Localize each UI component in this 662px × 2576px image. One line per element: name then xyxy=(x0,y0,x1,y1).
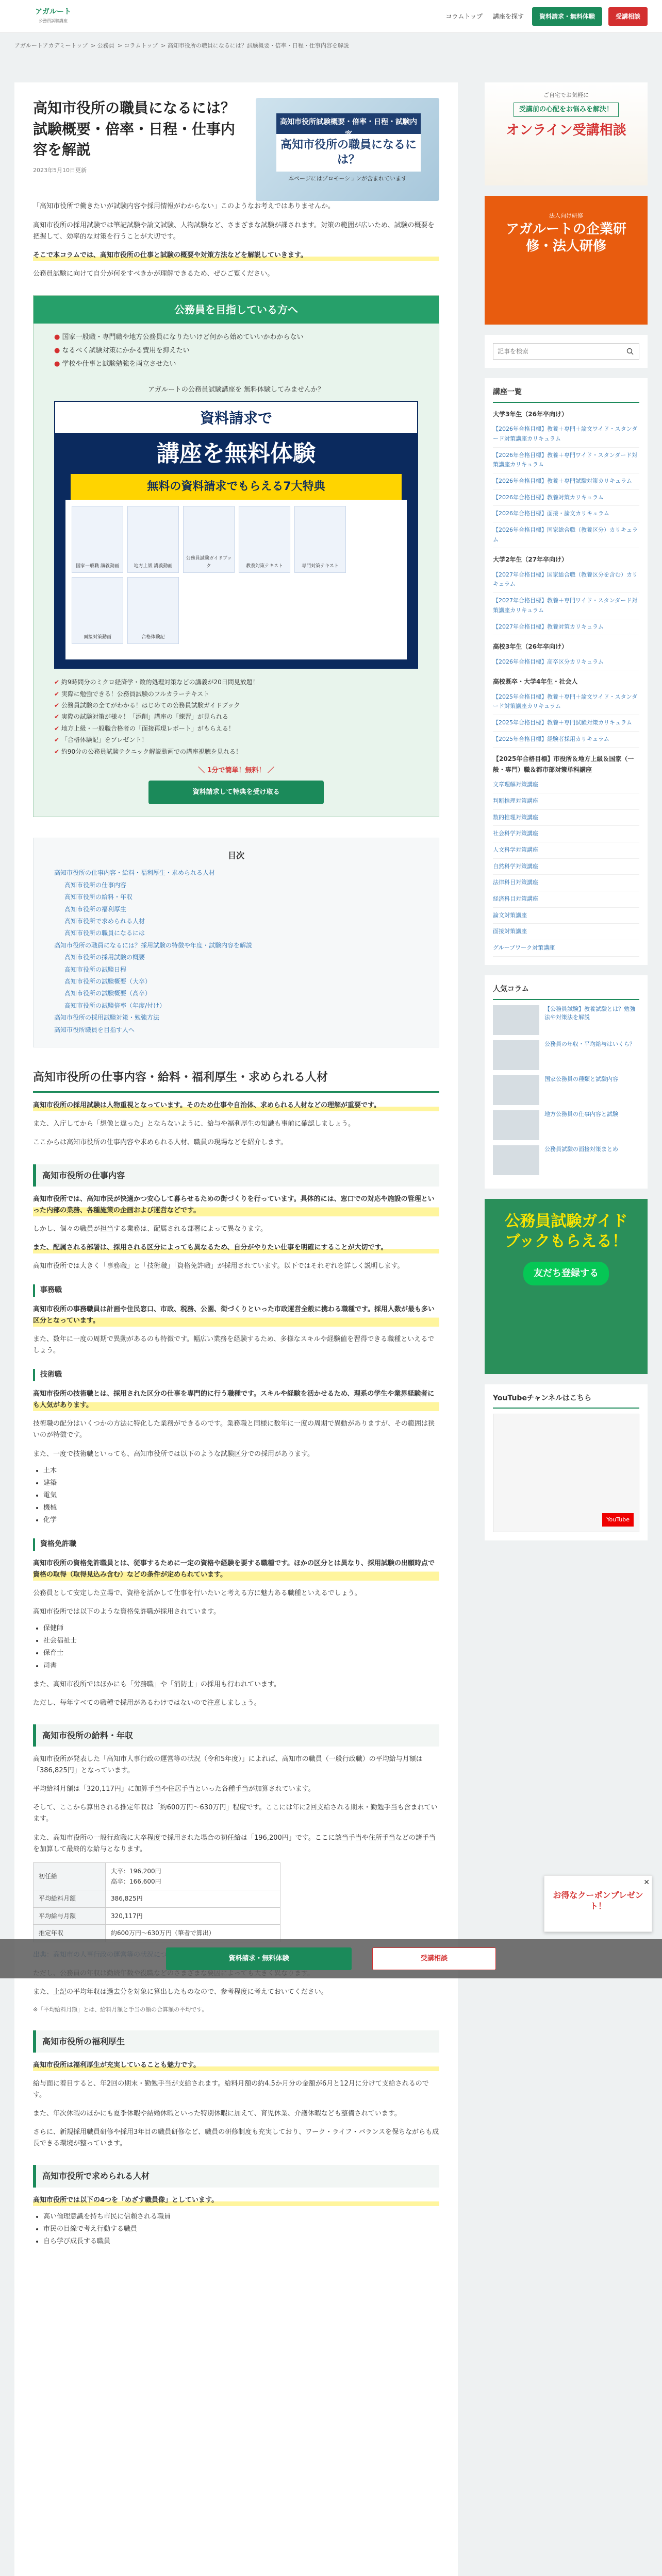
popular-title: 公務員の年収・平均給与はいくら？ xyxy=(544,1040,635,1047)
line-ad-title: 公務員試験ガイドブックもらえる！ xyxy=(504,1212,628,1250)
list-item: • 司書 xyxy=(43,1660,439,1672)
lecture-list xyxy=(493,409,639,957)
line-add-friend-button[interactable]: 友だち登録する xyxy=(523,1262,609,1286)
lecture-link[interactable]: 【2026年合格目標】教養＋専門ワイド・スタンダード対策講座カリキュラム xyxy=(493,448,639,473)
toc-item[interactable]: 高知市役所の試験日程 xyxy=(64,965,127,973)
paragraph: 技術職の配分はいくつかの方法に特化した業務ができるのです。業務職と同様に数年に一度の周期で異動がありますが、その範囲は狭いのが特徴です。 xyxy=(33,1420,435,1439)
list-item: • 社会福祉士 xyxy=(43,1635,439,1647)
hero-image xyxy=(256,98,439,201)
minor-heading: 事務職 xyxy=(33,1284,439,1297)
lecture-link[interactable]: 【2025年合格目標】教養＋専門試験対策カリキュラム xyxy=(493,715,639,732)
paragraph: 高知市役所の採用試験は人物重視となっています。そのため仕事や自治体、求められる人材などの理解が重要です。 xyxy=(33,1100,439,1111)
youtube-button[interactable]: YouTube xyxy=(602,1513,634,1527)
promo-list xyxy=(34,324,439,380)
lecture-link[interactable]: グループワーク対策講座 xyxy=(493,940,639,957)
ad-line: アガルートの企業研修・法人研修 xyxy=(506,221,626,255)
paragraph: また、高知市役所ではほかにも「労務職」や「消防士」の採用も行われています。 xyxy=(33,1680,280,1688)
toc-item[interactable]: 高知市役所の仕事内容 xyxy=(64,881,127,889)
lecture-link[interactable]: 【2026年合格目標】国家総合職（教養区分）カリキュラム xyxy=(493,522,639,548)
banner-mid: 講座を無料体験 xyxy=(157,440,316,467)
paragraph: しかし、個々の職員が担当する業務は、配属される部署によって異なります。 xyxy=(33,1225,267,1233)
minor-heading: 資格免許職 xyxy=(33,1538,439,1551)
paragraph: 高知市役所では大きく「事務職」と「技術職」「資格免許職」が採用されています。以下ではそれぞれを詳しく説明します。 xyxy=(33,1262,404,1270)
ad-line: 法人向け研修 xyxy=(549,212,583,219)
nav-search-courses[interactable]: 講座を探す xyxy=(492,13,524,20)
banner-item: 教養対策テキスト xyxy=(239,506,290,573)
campaign-text: アガルートの公務員試験講座を 無料体験してみませんか？ xyxy=(147,386,324,394)
intro xyxy=(33,201,439,279)
benefit-item: ✔ 約90分の公務員試験テクニック解説動画での講座視聴を見れる！ xyxy=(54,747,418,757)
page-title: 高知市役所の職員になるには？試験概要・倍率・日程・仕事内容を解説 xyxy=(33,99,236,159)
lecture-category: 大学3年生（26年卒向け） xyxy=(493,410,568,418)
nav-column-top[interactable]: コラムトップ xyxy=(445,13,483,20)
toc-list xyxy=(54,868,418,1035)
popular-item[interactable] xyxy=(493,1005,639,1035)
paragraph: 高知市役所の技術職とは、採用された区分の仕事を専門的に行う職種です。スキルや経験を活かせるため、理系の学生や業界経験者にも人気があります。 xyxy=(33,1388,439,1411)
lecture-link[interactable]: 【2026年合格目標】面接・論文カリキュラム xyxy=(493,506,639,522)
table-cell: 大卒：196,200円 高卒：166,600円 xyxy=(106,1862,280,1890)
lecture-link[interactable]: 【2027年合格目標】国家総合職（教養区分を含む）カリキュラム xyxy=(493,567,639,593)
table-cell: 初任給 xyxy=(34,1862,106,1890)
popular-title: 地方公務員の仕事内容と試験 xyxy=(544,1110,618,1117)
site-logo[interactable] xyxy=(14,6,92,27)
toc-item[interactable]: 高知市役所で求められる人材 xyxy=(64,917,145,925)
lecture-link[interactable]: 文章理解対策講座 xyxy=(493,777,639,793)
paragraph: また、上記の平均年収は過去分を対象に算出したものなので、参考程度に考えておいてください。 xyxy=(33,1988,328,1996)
popular-item[interactable] xyxy=(493,1040,639,1070)
paragraph: 高知市役所が発表した「高知市人事行政の運営等の状況（令和5年度）」によれば、高知市の職員（一般行政職）の平均給与月額は「386,825円」となっています。 xyxy=(33,1755,423,1775)
popular-columns-card xyxy=(485,975,648,1189)
paragraph: 平均給料月額は「320,117円」に加算手当や住居手当といった各種手当が加算されています。 xyxy=(33,1785,315,1793)
banner-item: 公務員試験ガイドブック xyxy=(183,506,235,573)
promo-banner[interactable] xyxy=(54,401,418,669)
banner-item: 面接対策動画 xyxy=(72,577,123,644)
lecture-category: 高校3年生（26年卒向け） xyxy=(493,643,568,651)
lecture-link[interactable]: 経済科目対策講座 xyxy=(493,891,639,908)
lecture-link[interactable]: 社会科学対策講座 xyxy=(493,826,639,842)
paragraph: また、高知市役所の一般行政職に大卒程度で採用された場合の初任給は「196,200円」です。ここに該当手当や住所手当などの諸手当を加算して最終的な給与となります。 xyxy=(33,1834,436,1853)
banner-top: 資料請求で xyxy=(55,402,417,433)
popular-list xyxy=(493,1005,639,1175)
list-item: • 土木 xyxy=(43,1465,439,1477)
paragraph: 高知市役所では以下のような資格免許職が採用されています。 xyxy=(33,1608,220,1616)
toc-item[interactable]: 高知市役所の職員になるには？採用試験の特徴や年度・試験内容を解説 xyxy=(54,941,253,949)
lecture-link[interactable]: 【2026年合格目標】高卒区分カリキュラム xyxy=(493,654,639,671)
breadcrumb: アガルートアカデミートップ > 公務員 > コラムトップ > 高知市役所の職員になるには？試験概要・倍率・日程・仕事内容を解説 xyxy=(14,42,349,49)
lecture-link[interactable]: 【2027年合格目標】教養対策カリキュラム xyxy=(493,619,639,636)
close-icon[interactable]: ✕ xyxy=(643,1878,650,1887)
benefit-item: ✔ 地方上級・一般職合格者の「面接再現レポート」がもらえる！ xyxy=(54,723,418,734)
lecture-link[interactable]: 数的推理対策講座 xyxy=(493,810,639,826)
banner-item: 専門対策テキスト xyxy=(294,506,346,573)
benefit-item: ✔ 「合格体験記」をプレゼント！ xyxy=(54,735,418,745)
table-cell: 平均給料月額 xyxy=(34,1890,106,1907)
toc-item[interactable]: 高知市役所の試験倍率（年度/付け） xyxy=(64,1002,166,1009)
breadcrumb-current: 高知市役所の職員になるには？試験概要・倍率・日程・仕事内容を解説 xyxy=(167,42,349,49)
list-item: • 電気 xyxy=(43,1490,439,1501)
popular-item[interactable] xyxy=(493,1110,639,1140)
paragraph: ここからは高知市役所の仕事内容や求められる人材、職員の現場などを紹介します。 xyxy=(33,1139,287,1147)
shikaku-list xyxy=(43,1623,439,1671)
lecture-link[interactable]: 【2026年合格目標】教養対策カリキュラム xyxy=(493,490,639,506)
toc-item[interactable]: 高知市役所の仕事内容・給料・福利厚生・求められる人材 xyxy=(54,869,216,877)
intro-paragraph: 「高知市役所で働きたいが試験内容や採用情報がわからない」このようなお考えではありませんか。 xyxy=(33,202,335,211)
lecture-link[interactable]: 法律科目対策講座 xyxy=(493,875,639,891)
paragraph: 高知市役所は福利厚生が充実していることも魅力です。 xyxy=(33,2060,439,2071)
promo-list-item: ● 学校や仕事と試験勉強を両立させたい xyxy=(54,359,418,370)
benefit-list xyxy=(54,677,418,757)
table-cell: 平均給与月額 xyxy=(34,1907,106,1924)
sticky-request-button[interactable]: 資料請求・無料体験 xyxy=(166,1947,352,1970)
popular-thumbnail xyxy=(493,1040,539,1070)
hero-band: 高知市役所試験概要・倍率・日程・試験内 xyxy=(276,113,421,144)
section-heading: 高知市役所の仕事内容・給料・福利厚生・求められる人材 xyxy=(33,1068,439,1093)
ad-line: 受講前の心配をお悩みを解決！ xyxy=(514,103,619,117)
lecture-link[interactable]: 【2026年合格目標】教養＋専門＋論文ワイド・スタンダード対策講座カリキュラム xyxy=(493,421,639,447)
online-consult-ad[interactable] xyxy=(485,82,648,185)
get-benefits-button[interactable]: 資料請求して特典を受け取る xyxy=(148,781,324,804)
salary-table xyxy=(33,1862,280,1942)
lecture-link[interactable]: 【2025年合格目標】教養＋専門＋論文ワイド・スタンダード対策講座カリキュラム xyxy=(493,689,639,715)
benefit-item: ✔ 実際に勉強できる！公務員試験のフルカラーテキスト xyxy=(54,689,418,699)
lecture-link[interactable]: 【2026年合格目標】教養＋専門試験対策カリキュラム xyxy=(493,473,639,490)
table-cell: 推定年収 xyxy=(34,1925,106,1942)
list-item: • 市民の目線で考え行動する職員 xyxy=(43,2224,439,2235)
table-cell: 約600万円〜630万円（筆者で算出） xyxy=(106,1925,280,1942)
lecture-link[interactable]: 【2027年合格目標】教養＋専門ワイド・スタンダード対策講座カリキュラム xyxy=(493,593,639,619)
youtube-card xyxy=(485,1384,648,1541)
banner-item: 合格体験記 xyxy=(127,577,179,644)
paragraph: また、入庁してから「想像と違った」とならないように、給与や福利厚生の知識も事前に確認しましょう。 xyxy=(33,1120,355,1128)
banner-item: 国家一般職 講義動画 xyxy=(72,506,123,573)
corporate-training-ad[interactable] xyxy=(485,196,648,325)
promo-list-item: ● 国家一般職・専門職や地方公務員になりたいけど何から始めていいかわからない xyxy=(54,332,418,343)
paragraph: さらに、新規採用職員研修や採用3年目の職員研修など、職員の研修制度も充実しており、ワーク・ライフ・バランスを保ちながらも成長できる環境が整っています。 xyxy=(33,2128,439,2148)
article-main xyxy=(14,82,458,2576)
list-item: • 機械 xyxy=(43,1502,439,1514)
paragraph: 高知市役所の資格免許職員とは、従事するために一定の資格や経験を要する職種です。ほかの区分とは異なり、採用試験の出願時点で資格の取得（取得見込み含む）などの条件が定められています。 xyxy=(33,1558,439,1581)
toc-item[interactable]: 高知市役所の試験概要（高卒） xyxy=(64,990,152,997)
paragraph: 高知市役所では以下の4つを「めざす職員像」としています。 xyxy=(33,2195,439,2206)
table-row xyxy=(34,1907,280,1924)
breadcrumb-item[interactable]: 公務員 xyxy=(97,42,114,49)
popular-thumbnail xyxy=(493,1145,539,1175)
benefit-item: ✔ 実際の試験対策が様々！「添削」講座の「練習」が見られる xyxy=(54,711,418,722)
subsection-heading: 高知市役所の給料・年収 xyxy=(33,1724,439,1747)
intro-paragraph: 高知市役所の採用試験では筆記試験や論文試験、人物試験など、さまざまな試験が課されます。対策の範囲が広いため、試験の概要を把握して、効率的な対策を行うことが大切です。 xyxy=(33,221,435,241)
lecture-link[interactable]: 【2025年合格目標】経験者採用カリキュラム xyxy=(493,732,639,748)
header-request-button[interactable]: 資料請求・無料体験 xyxy=(532,7,602,26)
footnote: ※「平均給料月額」とは、給料月額と手当の額の合算額の平均です。 xyxy=(33,2006,208,2013)
table-cell: 320,117円 xyxy=(106,1907,280,1924)
toc-item[interactable]: 高知市役所の職員になるには xyxy=(64,929,145,937)
sidebar-heading: YouTubeチャンネルはこちら xyxy=(493,1393,639,1409)
table-row xyxy=(34,1862,280,1890)
subsection-heading: 高知市役所で求められる人材 xyxy=(33,2165,439,2187)
gijutsu-list xyxy=(43,1465,439,1526)
table-row xyxy=(34,1890,280,1907)
popular-title: 【公務員試験】教養試験とは？勉強法や対策法を解説 xyxy=(544,1005,635,1021)
header-nav xyxy=(443,7,648,26)
youtube-embed[interactable] xyxy=(493,1414,639,1532)
toc-item[interactable]: 高知市役所の採用試験の概要 xyxy=(64,954,145,961)
lecture-link[interactable]: 判断推理対策講座 xyxy=(493,793,639,810)
toc-item[interactable]: 高知市役所職員を目指す人へ xyxy=(54,1026,135,1033)
paragraph: ただし、毎年すべての職種で採用があるわけではないので注意しましょう。 xyxy=(33,1699,261,1707)
promo-box xyxy=(33,295,439,817)
lecture-link[interactable]: 論文対策講座 xyxy=(493,908,639,924)
minor-heading: 技術職 xyxy=(33,1369,439,1381)
hero-heading: 高知市役所の職員になるには？ xyxy=(276,134,421,172)
table-cell: 386,825円 xyxy=(106,1890,280,1907)
paragraph: また、数年に一度の周期で異動があるのも特徴です。幅広い業務を経験するため、多様なスキルや経験値を習得できる職種といえるでしょう。 xyxy=(33,1335,435,1355)
popular-item[interactable] xyxy=(493,1075,639,1105)
list-item: • 化学 xyxy=(43,1515,439,1526)
lecture-category: 大学2年生（27年卒向け） xyxy=(493,556,568,564)
intro-paragraph: 公務員試験に向けて自分が何をすべきかが理解できるため、ぜひご覧ください。 xyxy=(33,269,274,278)
benefit-item: ✔ 公務員試験の全てがわかる！はじめての公務員試験ガイドブック xyxy=(54,700,418,710)
list-item: • 保育士 xyxy=(43,1648,439,1659)
toc-item[interactable]: 高知市役所の試験概要（大卒） xyxy=(64,977,152,985)
table-of-contents xyxy=(33,838,439,1047)
promo-list-item: ● なるべく試験対策にかかる費用を抑えたい xyxy=(54,345,418,357)
paragraph: 高知市役所では、高知市民が快適かつ安心して暮らせるための街づくりを行っています。具体的には、窓口での対応や施設の管理といった内部の業務、各種施策の企画および運営などです。 xyxy=(33,1194,439,1216)
search-icon[interactable] xyxy=(621,344,639,359)
coupon-text: お得なクーポンプレゼント！ xyxy=(553,1890,643,1911)
lecture-link[interactable]: 面接対策講座 xyxy=(493,924,639,940)
search-box xyxy=(493,343,639,360)
search-card xyxy=(485,335,648,368)
paragraph: また、配属される部署は、採用される区分によっても異なるため、自分がやりたい仕事を明確にすることが大切です。 xyxy=(33,1242,439,1253)
popular-thumbnail xyxy=(493,1075,539,1105)
banner-strip: 無料の資料請求でもらえる7大特典 xyxy=(71,474,402,499)
lecture-category: 高校既卒・大学4年生・社会人 xyxy=(493,678,578,686)
logo-sub: 公務員試験講座 xyxy=(39,18,68,23)
benefit-item: ✔ 約9時間分のミクロ経済学・数的処理対策などの講義が20日間見放題！ xyxy=(54,677,418,687)
sticky-consult-button[interactable]: 受講相談 xyxy=(372,1947,496,1970)
logo-text: アガルート xyxy=(35,8,71,16)
subsection-heading: 高知市役所の福利厚生 xyxy=(33,2030,439,2053)
intro-paragraph: そこで本コラムでは、高知市役所の仕事と試験の概要や対策方法などを解説していきます。 xyxy=(33,250,439,261)
search-input[interactable] xyxy=(493,344,621,359)
paragraph: また、一度で技術職といっても、高知市役所では以下のような試験区分での採用があります。 xyxy=(33,1450,314,1458)
paragraph: 給与面に着目すると、年2回の期末・勤勉手当が支給されます。給料月額の約4.5か月分の金額が6月と12月に分けて支給されるのです。 xyxy=(33,2079,429,2099)
popular-item[interactable] xyxy=(493,1145,639,1175)
lecture-link[interactable]: 自然科学対策講座 xyxy=(493,859,639,875)
subsection-heading: 高知市役所の仕事内容 xyxy=(33,1164,439,1187)
lecture-category: 【2025年合格目標】市役所＆地方上級＆国家（一般・専門）職＆都市部対策単科講座 xyxy=(493,755,634,773)
sticky-cta-bar xyxy=(0,1939,662,1978)
toc-item[interactable]: 高知市役所の給料・年収 xyxy=(64,893,133,901)
popular-title: 公務員試験の面接対策まとめ xyxy=(544,1145,618,1153)
hero-caption: 本ページにはプロモーションが含まれています xyxy=(288,175,407,182)
paragraph: そして、ここから算出される推定年収は「約600万円〜630万円」程度です。ここには年に2回支給される期末・勤勉手当も含まれています。 xyxy=(33,1804,438,1823)
site-header xyxy=(0,0,662,33)
free-label: ＼ 1分で簡単！無料！ ／ xyxy=(197,767,275,775)
promo-title: 公務員を目指している方へ xyxy=(34,296,439,324)
lecture-link[interactable]: 人文科学対策講座 xyxy=(493,842,639,859)
coupon-popup[interactable] xyxy=(544,1875,652,1932)
breadcrumb-item[interactable]: コラムトップ xyxy=(124,42,158,49)
list-item: • 高い倫理意識を持ち市民に信頼される職員 xyxy=(43,2211,439,2223)
paragraph: 高知市役所の事務職員は計画や住民窓口、市政、税務、公園、街づくりといった市政運営全般に携わる職種です。採用人数が最も多い区分となっています。 xyxy=(33,1304,439,1327)
lecture-list-card xyxy=(485,378,648,965)
line-ad[interactable] xyxy=(485,1199,648,1374)
banner-item: 地方上級 講義動画 xyxy=(127,506,179,573)
ad-line: オンライン受講相談 xyxy=(506,122,626,138)
toc-item[interactable]: 高知市役所の福利厚生 xyxy=(64,905,127,913)
popular-thumbnail xyxy=(493,1005,539,1035)
ad-line: ご自宅でお気軽に xyxy=(543,92,589,98)
sidebar-heading: 講座一覧 xyxy=(493,386,639,403)
updated-date: 2023年5月10日更新 xyxy=(33,166,87,174)
popular-title: 国家公務員の種類と試験内容 xyxy=(544,1075,618,1082)
toc-item[interactable]: 高知市役所の採用試験対策・勉強方法 xyxy=(54,1014,160,1022)
popular-thumbnail xyxy=(493,1110,539,1140)
jinzai-list xyxy=(43,2211,439,2247)
list-item: • 自ら学び成長する職員 xyxy=(43,2236,439,2247)
sidebar xyxy=(485,82,648,1551)
header-consult-button[interactable]: 受講相談 xyxy=(608,7,648,26)
sidebar-heading: 人気コラム xyxy=(493,984,639,1000)
toc-title: 目次 xyxy=(227,851,244,861)
banner-items xyxy=(65,500,407,659)
list-item: • 建築 xyxy=(43,1478,439,1489)
list-item: • 保健師 xyxy=(43,1623,439,1634)
paragraph: 公務員として安定した立場で、資格を活かして仕事を行いたいと考える方に魅力ある職種といえるでしょう。 xyxy=(33,1589,361,1598)
breadcrumb-item[interactable]: アガルートアカデミートップ xyxy=(14,42,88,49)
paragraph: また、年次休暇のほかにも夏季休暇や結婚休暇といった特別休暇に加えて、育児休業、介護休暇なども整備されています。 xyxy=(33,2110,401,2118)
